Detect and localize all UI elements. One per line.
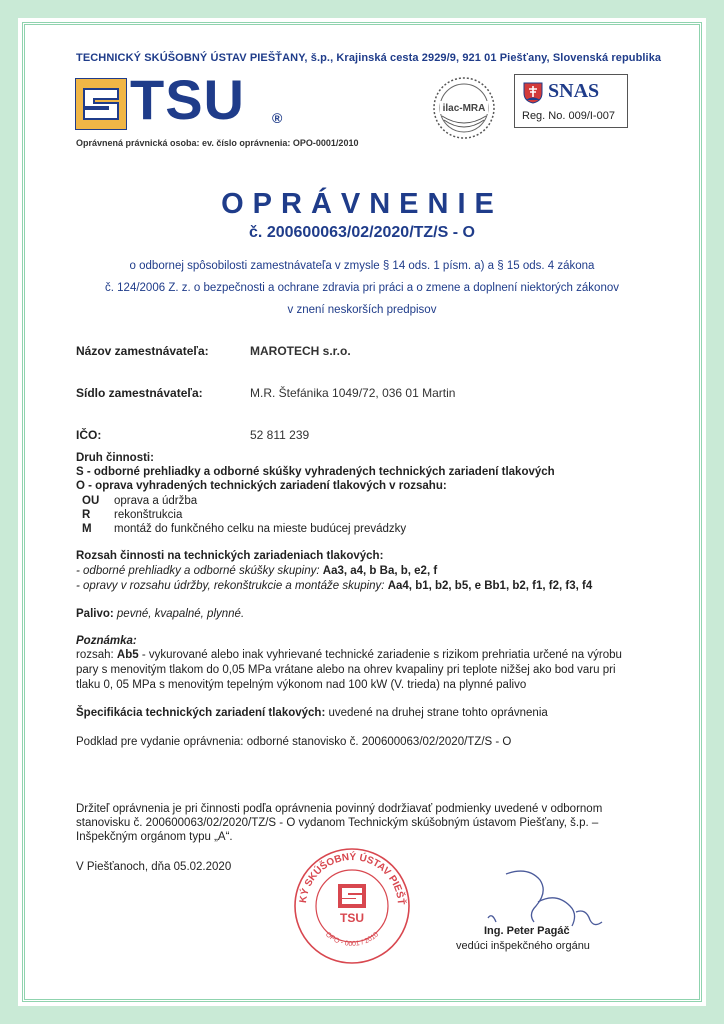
ico-label: IČO: xyxy=(76,428,102,442)
scope-line-2-groups: Aa4, b1, b2, b5, e Bb1, b2, f1, f2, f3, f4 xyxy=(387,580,593,592)
activity-code: M xyxy=(82,523,92,535)
activity-code: OU xyxy=(82,495,100,507)
ico-value: 52 811 239 xyxy=(250,428,310,442)
specification-line xyxy=(76,707,548,719)
fuel-label: Palivo: xyxy=(76,608,114,620)
document-title: OPRÁVNENIE xyxy=(221,188,503,220)
note-line-3: tlaku 0, 05 MPa s menovitým tepelným výkonom nad 100 kW (V. trieda) na plynné palivo xyxy=(76,679,527,691)
scope-line-1-groups: Aa3, a4, b Ba, b, e2, f xyxy=(322,565,438,577)
note-line-2: pary s menovitým tlakom do 0,05 MPa vrátane alebo na ohrev kvapaliny pri teplote nižšej ako bod varu pri xyxy=(76,664,616,676)
scope-line-1-text: - odborné prehliadky a odborné skúšky skupiny: xyxy=(76,565,323,577)
official-stamp xyxy=(292,846,412,966)
activity-text: rekonštrukcia xyxy=(114,509,183,521)
employer-seat-value: M.R. Štefánika 1049/72, 036 01 Martin xyxy=(250,386,456,400)
signatory-name: Ing. Peter Pagáč xyxy=(484,925,570,937)
activity-s-line: S - odborné prehliadky a odborné skúšky vyhradených technických zariadení tlakových xyxy=(76,466,555,478)
place-date: V Piešťanoch, dňa 05.02.2020 xyxy=(76,861,232,873)
intro-line-3: v znení neskorších predpisov xyxy=(287,304,437,316)
scope-line-2 xyxy=(76,580,592,592)
activity-o-line: O - oprava vyhradených technických zariadení tlakových v rozsahu: xyxy=(76,480,447,492)
note-code: Ab5 xyxy=(116,649,139,661)
activity-text: oprava a údržba xyxy=(114,495,198,507)
intro-line-1: o odbornej spôsobilosti zamestnávateľa v zmysle § 14 ods. 1 písm. a) a § 15 ods. 4 zákona xyxy=(129,260,595,272)
activity-heading: Druh činnosti: xyxy=(76,452,154,464)
employer-seat-label: Sídlo zamestnávateľa: xyxy=(76,386,203,400)
signatory-role: vedúci inšpekčného orgánu xyxy=(456,940,590,952)
intro-line-2: č. 124/2006 Z. z. o bezpečnosti a ochrane zdravia pri práci a o zmene a doplnení niektorých zákonov xyxy=(105,282,619,294)
activity-item xyxy=(82,495,197,507)
stamp-bottom-text: OPO - 0001 / 2010 xyxy=(323,931,381,948)
scope-heading: Rozsah činnosti na technických zariadeniach tlakových: xyxy=(76,550,384,562)
registered-mark: ® xyxy=(272,110,283,126)
scope-line-1 xyxy=(76,565,437,577)
fuel-line xyxy=(76,608,244,620)
activity-item xyxy=(82,509,182,521)
ilac-mra-logo xyxy=(428,72,500,144)
stamp-ring-text: KÝ SKÚŠOBNÝ ÚSTAV PIEŠŤ xyxy=(298,851,407,906)
snas-registration: Reg. No. 009/I-007 xyxy=(522,110,615,122)
tsu-logo-text: TSU xyxy=(130,68,245,131)
activity-code: R xyxy=(82,509,91,521)
authorization-number: Oprávnená právnická osoba: ev. číslo oprávnenia: OPO-0001/2010 xyxy=(76,138,359,148)
activity-text: montáž do funkčného celku na mieste budúcej prevádzky xyxy=(114,523,407,535)
document-number: č. 200600063/02/2020/TZ/S - O xyxy=(249,224,475,241)
tsu-logo-mark xyxy=(75,78,127,130)
institute-address-line: TECHNICKÝ SKÚŠOBNÝ ÚSTAV PIEŠŤANY, š.p., Krajinská cesta 2929/9, 921 01 Piešťany, Slovenská republika xyxy=(76,52,662,64)
ilac-text: ilac-MRA xyxy=(442,103,486,114)
note-line-1 xyxy=(76,649,622,661)
stamp-center-text: TSU xyxy=(340,911,364,925)
fuel-value: pevné, kvapalné, plynné. xyxy=(113,608,245,620)
snas-name: SNAS xyxy=(548,80,600,102)
slovak-coat-of-arms-icon xyxy=(523,82,543,109)
note-text-1: - vykurované alebo inak vyhrievané technické zariadenie s rizikom prehriatia určené na výrobu xyxy=(138,649,622,661)
specification-value: uvedené na druhej strane tohto oprávnenia xyxy=(325,707,548,719)
note-heading: Poznámka: xyxy=(76,635,137,647)
specification-label: Špecifikácia technických zariadení tlakových: xyxy=(76,707,326,719)
holder-line-2: stanovisku č. 200600063/02/2020/TZ/S - O vydanom Technickým skúšobným ústavom Piešťany, š.p. – xyxy=(76,817,599,829)
holder-line-3: Inšpekčným orgánom typu „A“. xyxy=(76,831,233,843)
note-prefix: rozsah: xyxy=(76,649,117,661)
activity-item xyxy=(82,523,406,535)
holder-line-1: Držiteľ oprávnenia je pri činnosti podľa oprávnenia povinný dodržiavať podmienky uvedené v odbornom xyxy=(76,803,603,815)
svg-text:OPO - 0001 / 2010 xyxy=(324,931,380,948)
employer-name-value: MAROTECH s.r.o. xyxy=(250,344,351,358)
employer-name-label: Názov zamestnávateľa: xyxy=(76,344,209,358)
basis-line: Podklad pre vydanie oprávnenia: odborné stanovisko č. 200600063/02/2020/TZ/S - O xyxy=(76,736,512,748)
scope-line-2-text: - opravy v rozsahu údržby, rekonštrukcie a montáže skupiny: xyxy=(76,580,388,592)
